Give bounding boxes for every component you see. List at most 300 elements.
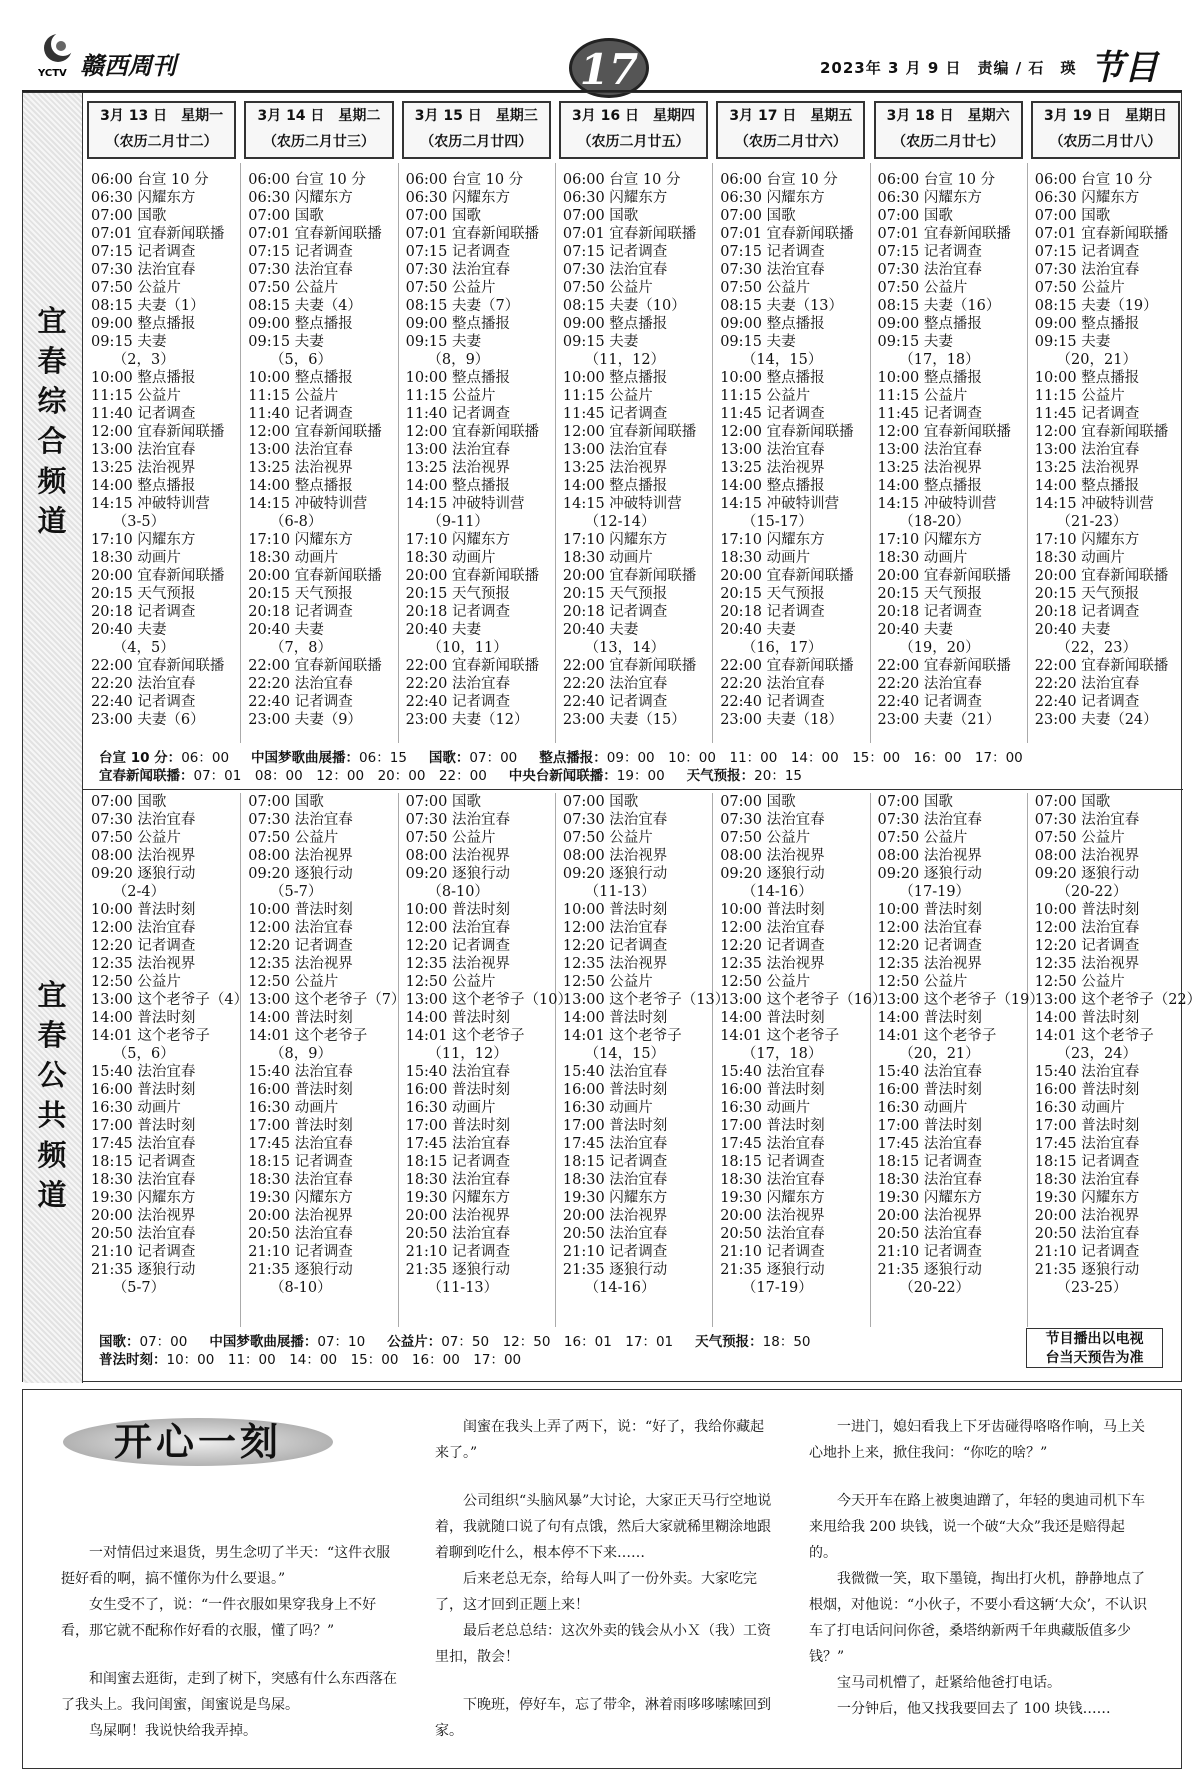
day-date: 3月 13 日 星期一	[100, 108, 224, 124]
program-entry: 19:30 闪耀东方	[1034, 1190, 1140, 1206]
note-label: 国歌：	[428, 750, 470, 766]
joke-paragraph: 女生受不了，说：“一件衣服如果穿我身上不好看，那它就不配称作好看的衣服，懂了吗？”	[61, 1597, 377, 1639]
note-times: 07：01 08：00 12：00 20：00 22：00	[193, 768, 487, 784]
program-entry: 14:01 这个老爷子	[720, 1028, 840, 1044]
program-entry: 09:20 逐狼行动	[720, 866, 825, 882]
program-entry: 12:20 记者调查	[720, 938, 825, 954]
program-entry: 18:30 法治宜春	[877, 1172, 982, 1188]
program-entry: 07:50 公益片	[405, 830, 496, 846]
program-entry: 07:30 法治宜春	[562, 262, 668, 278]
program-entry: 17:45 法治宜春	[877, 1136, 982, 1152]
program-entry: 14:00 整点播报	[877, 478, 982, 494]
program-entry: 19:30 闪耀东方	[877, 1190, 982, 1206]
program-entry: 07:30 法治宜春	[720, 262, 825, 278]
program-entry: 07:30 法治宜春	[91, 262, 196, 278]
program-entry: 11:45 记者调查	[562, 406, 668, 422]
program-entry: （11，12）	[405, 1046, 508, 1062]
program-entry: 18:15 记者调查	[562, 1154, 668, 1170]
column-divider	[712, 163, 713, 743]
program-entry: 12:00 宜春新闻联播	[720, 424, 854, 440]
program-entry: 10:00 普法时刻	[720, 902, 825, 918]
program-entry: 20:15 天气预报	[1034, 586, 1140, 602]
program-entry: 20:00 宜春新闻联播	[877, 568, 1011, 584]
program-entry: 07:00 国歌	[877, 794, 953, 810]
program-entry: 08:00 法治视界	[248, 848, 353, 864]
day-date: 3月 19 日 星期日	[1043, 108, 1167, 124]
program-entry: 09:15 夫妻	[720, 334, 796, 350]
program-entry: 20:00 法治视界	[720, 1208, 825, 1224]
program-entry: 15:40 法治宜春	[405, 1064, 510, 1080]
program-entry: 07:30 法治宜春	[877, 262, 982, 278]
program-entry: 18:30 动画片	[877, 550, 968, 566]
note-label: 宜春新闻联播：	[99, 768, 194, 784]
joke-column-1	[61, 1540, 401, 1744]
program-entry: 18:30 法治宜春	[1034, 1172, 1140, 1188]
program-entry: 07:50 公益片	[1034, 830, 1125, 846]
program-entry: 20:40 夫妻	[248, 622, 324, 638]
gonggong-notes	[85, 1333, 811, 1369]
program-entry: 10:00 整点播报	[248, 370, 353, 386]
program-entry: 16:30 动画片	[877, 1100, 968, 1116]
program-entry: 22:00 宜春新闻联播	[248, 658, 382, 674]
joke-paragraph: 和闺蜜去逛街，走到了树下，突感有什么东西落在了我头上。我问闺蜜，闺蜜说是鸟屎。	[61, 1671, 397, 1713]
note-label: 普法时刻：	[99, 1352, 167, 1368]
program-entry: 14:00 整点播报	[1034, 478, 1140, 494]
program-entry: 16:00 普法时刻	[1034, 1082, 1140, 1098]
program-entry: 23:00 夫妻（21）	[877, 712, 1001, 728]
program-entry: （5-7）	[248, 884, 323, 900]
program-entry: 07:00 国歌	[720, 794, 796, 810]
program-entry: 07:30 法治宜春	[720, 812, 825, 828]
program-entry: 17:00 普法时刻	[562, 1118, 668, 1134]
program-entry: 07:15 记者调查	[248, 244, 353, 260]
program-entry: 13:00 这个老爷子（13）	[562, 992, 730, 1008]
program-entry: 06:30 闪耀东方	[1034, 190, 1140, 206]
program-entry: 20:15 天气预报	[877, 586, 982, 602]
program-entry: 12:00 法治宜春	[405, 920, 510, 936]
logo-text: YCTV	[38, 68, 67, 78]
program-entry: （5，6）	[248, 352, 332, 368]
program-entry: 20:50 法治宜春	[91, 1226, 196, 1242]
program-entry: 20:00 宜春新闻联播	[248, 568, 382, 584]
program-entry: （2-4）	[91, 884, 166, 900]
column-divider	[398, 163, 399, 743]
program-entry: （2，3）	[91, 352, 175, 368]
program-entry: （5-7）	[91, 1280, 166, 1296]
program-entry: 08:15 夫妻（1）	[91, 298, 205, 314]
program-entry: 16:00 普法时刻	[720, 1082, 825, 1098]
program-entry: 21:10 记者调查	[91, 1244, 196, 1260]
program-entry: 20:15 天气预报	[405, 586, 510, 602]
program-entry: 07:00 国歌	[720, 208, 796, 224]
program-entry: 08:00 法治视界	[91, 848, 196, 864]
note-times: 18：50	[762, 1334, 811, 1350]
program-entry: 13:00 这个老爷子（10）	[405, 992, 572, 1008]
day-date: 3月 15 日 星期三	[414, 108, 538, 124]
program-entry: 14:15 冲破特训营	[877, 496, 997, 512]
program-entry: 23:00 夫妻（24）	[1034, 712, 1158, 728]
day-header	[559, 101, 708, 159]
program-entry: 07:50 公益片	[405, 280, 496, 296]
program-entry: 22:20 法治宜春	[877, 676, 982, 692]
program-entry: 12:20 记者调查	[248, 938, 353, 954]
program-entry: 07:00 国歌	[248, 794, 324, 810]
program-entry: 22:20 法治宜春	[720, 676, 825, 692]
day-lunar: （农历二月廿六）	[734, 134, 847, 150]
program-entry: 07:30 法治宜春	[1034, 262, 1140, 278]
program-entry: 20:15 天气预报	[562, 586, 668, 602]
program-entry: （17-19）	[877, 884, 971, 900]
program-entry: 17:00 普法时刻	[877, 1118, 982, 1134]
program-entry: 11:15 公益片	[1034, 388, 1125, 404]
program-entry: 07:00 国歌	[562, 208, 639, 224]
program-entry: 08:00 法治视界	[1034, 848, 1140, 864]
program-entry: 12:50 公益片	[1034, 974, 1125, 990]
program-entry: （4，5）	[91, 640, 175, 656]
program-entry: 17:10 闪耀东方	[91, 532, 196, 548]
program-entry: 08:00 法治视界	[405, 848, 510, 864]
program-entry: 07:30 法治宜春	[562, 812, 668, 828]
note-label: 国歌：	[99, 1334, 140, 1350]
program-entry: 22:00 宜春新闻联播	[405, 658, 539, 674]
program-entry: 10:00 整点播报	[405, 370, 510, 386]
program-entry: 14:01 这个老爷子	[248, 1028, 368, 1044]
program-entry: 23:00 夫妻（9）	[248, 712, 362, 728]
program-entry: 08:15 夫妻（13）	[720, 298, 844, 314]
program-entry: 07:00 国歌	[405, 208, 481, 224]
program-entry: 10:00 普法时刻	[91, 902, 196, 918]
program-entry: 16:00 普法时刻	[248, 1082, 353, 1098]
program-entry: 18:30 法治宜春	[562, 1172, 668, 1188]
program-entry: 20:40 夫妻	[91, 622, 167, 638]
program-entry: 21:10 记者调查	[562, 1244, 668, 1260]
note-label: 台宣 10 分：	[99, 750, 182, 766]
program-entry: 11:40 记者调查	[405, 406, 510, 422]
program-entry: 07:30 法治宜春	[877, 812, 982, 828]
program-entry: 06:00 台宣 10 分	[1034, 172, 1153, 188]
program-entry: 20:40 夫妻	[1034, 622, 1111, 638]
joke-paragraph: 最后老总总结：这次外卖的钱会从小Ｘ（我）工资里扣，散会！	[435, 1623, 771, 1665]
program-entry: （8，9）	[405, 352, 490, 368]
note-times: 07：00	[139, 1334, 188, 1350]
gonggong-schedule-column	[91, 793, 248, 1297]
gonggong-schedule-column	[1035, 793, 1201, 1297]
program-entry: 14:15 冲破特训营	[720, 496, 840, 512]
program-entry: 13:25 法治视界	[91, 460, 196, 476]
program-entry: 11:15 公益片	[877, 388, 968, 404]
program-entry: 11:40 记者调查	[248, 406, 353, 422]
program-entry: 22:20 法治宜春	[1034, 676, 1140, 692]
program-entry: 23:00 夫妻（18）	[720, 712, 844, 728]
program-entry: 20:40 夫妻	[562, 622, 639, 638]
program-entry: 06:00 台宣 10 分	[877, 172, 996, 188]
day-header	[1031, 101, 1180, 159]
program-entry: 15:40 法治宜春	[1034, 1064, 1140, 1080]
program-entry: 13:00 法治宜春	[91, 442, 196, 458]
program-entry: 08:15 夫妻（16）	[877, 298, 1001, 314]
program-entry: 08:15 夫妻（4）	[248, 298, 362, 314]
program-entry: 13:25 法治视界	[720, 460, 825, 476]
program-entry: 18:30 动画片	[562, 550, 653, 566]
program-entry: 23:00 夫妻（12）	[405, 712, 529, 728]
program-entry: 12:00 宜春新闻联播	[248, 424, 382, 440]
program-entry: 12:20 记者调查	[405, 938, 510, 954]
zonghe-schedule-column	[878, 171, 1011, 729]
note-label: 公益片：	[387, 1334, 442, 1350]
program-entry: 09:00 整点播报	[720, 316, 825, 332]
program-entry: 14:00 普法时刻	[91, 1010, 196, 1026]
joke-paragraph: 今天开车在路上被奥迪蹭了，年轻的奥迪司机下车来甩给我 200 块钱，说一个破“大众”我还是赔得起的。	[809, 1493, 1145, 1561]
program-entry: 09:00 整点播报	[248, 316, 353, 332]
program-entry: 22:40 记者调查	[720, 694, 825, 710]
program-entry: （10，11）	[405, 640, 508, 656]
program-entry: 20:50 法治宜春	[720, 1226, 825, 1242]
program-entry: 21:10 记者调查	[248, 1244, 353, 1260]
program-entry: （23-25）	[1034, 1280, 1128, 1296]
program-entry: 07:50 公益片	[248, 280, 339, 296]
day-lunar: （农历二月廿五）	[577, 134, 690, 150]
program-entry: 22:00 宜春新闻联播	[91, 658, 225, 674]
program-entry: 06:30 闪耀东方	[248, 190, 353, 206]
program-entry: 20:00 宜春新闻联播	[1034, 568, 1169, 584]
note-times: 10：00 11：00 14：00 15：00 16：00 17：00	[166, 1352, 522, 1368]
column-divider	[1027, 163, 1028, 743]
program-entry: 13:00 法治宜春	[877, 442, 982, 458]
program-entry: 20:15 天气预报	[248, 586, 353, 602]
column-divider	[555, 163, 556, 743]
program-entry: 13:25 法治视界	[877, 460, 982, 476]
program-entry: 13:00 这个老爷子（4）	[91, 992, 249, 1008]
program-entry: 09:20 逐狼行动	[248, 866, 353, 882]
day-date: 3月 14 日 星期二	[257, 108, 381, 124]
program-entry: 12:20 记者调查	[1034, 938, 1140, 954]
program-entry: 07:50 公益片	[248, 830, 339, 846]
program-entry: 20:00 法治视界	[248, 1208, 353, 1224]
day-lunar: （农历二月廿三）	[262, 134, 375, 150]
note-label: 天气预报：	[686, 768, 755, 784]
program-entry: 20:40 夫妻	[405, 622, 481, 638]
program-entry: 22:20 法治宜春	[248, 676, 353, 692]
program-entry: 09:00 整点播报	[877, 316, 982, 332]
program-entry: 20:50 法治宜春	[405, 1226, 510, 1242]
joke-paragraph: 公司组织“头脑风暴”大讨论，大家正天马行空地说着，我就随口说了句有点饿，然后大家就稀里糊涂地跟着聊到吃什么，根本停不下来……	[435, 1493, 772, 1561]
program-entry: 12:50 公益片	[248, 974, 339, 990]
program-entry: 13:25 法治视界	[1034, 460, 1140, 476]
program-entry: （23，24）	[1034, 1046, 1137, 1062]
program-entry: 10:00 普法时刻	[405, 902, 510, 918]
day-header	[716, 101, 865, 159]
joke-paragraph: 后来老总无奈，给每人叫了一份外卖。大家吃完了，这才回到正题上来！	[435, 1571, 757, 1613]
program-entry: 13:00 这个老爷子（16）	[720, 992, 887, 1008]
program-entry: 12:00 宜春新闻联播	[562, 424, 697, 440]
program-entry: 11:45 记者调查	[1034, 406, 1140, 422]
note-times: 06：15	[359, 750, 407, 766]
program-entry: 09:00 整点播报	[91, 316, 196, 332]
program-entry: 17:10 闪耀东方	[562, 532, 668, 548]
program-entry: 09:20 逐狼行动	[91, 866, 196, 882]
program-entry: 13:00 法治宜春	[405, 442, 510, 458]
program-entry: 20:00 宜春新闻联播	[720, 568, 854, 584]
note-label: 中央台新闻联播：	[508, 768, 617, 784]
program-entry: 12:50 公益片	[720, 974, 811, 990]
program-entry: （12-14）	[562, 514, 656, 530]
program-entry: 08:00 法治视界	[877, 848, 982, 864]
program-entry: 07:00 国歌	[1034, 208, 1111, 224]
program-entry: 16:30 动画片	[91, 1100, 181, 1116]
program-entry: 18:30 动画片	[720, 550, 811, 566]
program-entry: 20:15 天气预报	[91, 586, 196, 602]
column-divider	[240, 163, 241, 743]
zonghe-schedule-column	[1035, 171, 1168, 729]
program-entry: 07:50 公益片	[562, 280, 653, 296]
program-entry: 09:00 整点播报	[405, 316, 510, 332]
program-entry: 12:00 法治宜春	[720, 920, 825, 936]
program-entry: 16:00 普法时刻	[562, 1082, 668, 1098]
program-entry: 13:25 法治视界	[405, 460, 510, 476]
program-entry: （13，14）	[562, 640, 666, 656]
joke-paragraph: 闺蜜在我头上弄了两下，说：“好了，我给你藏起来了。”	[435, 1419, 765, 1461]
program-entry: 13:00 法治宜春	[562, 442, 668, 458]
channel-divider	[83, 789, 1183, 790]
paragraph-gap	[435, 1670, 775, 1692]
zonghe-schedule-column	[91, 171, 224, 729]
program-entry: 17:00 普法时刻	[248, 1118, 353, 1134]
program-entry: 09:15 夫妻	[91, 334, 167, 350]
program-entry: 21:10 记者调查	[405, 1244, 510, 1260]
note-times: 20：15	[754, 768, 803, 784]
program-entry: 22:40 记者调查	[91, 694, 196, 710]
program-entry: 14:00 整点播报	[720, 478, 825, 494]
program-entry: 17:00 普法时刻	[1034, 1118, 1140, 1134]
program-entry: 12:35 法治视界	[1034, 956, 1140, 972]
program-entry: 07:30 法治宜春	[405, 262, 510, 278]
program-entry: 15:40 法治宜春	[562, 1064, 668, 1080]
program-entry: 22:00 宜春新闻联播	[1034, 658, 1169, 674]
program-entry: 16:30 动画片	[720, 1100, 811, 1116]
program-entry: （8，9）	[248, 1046, 332, 1062]
program-entry: 12:35 法治视界	[877, 956, 982, 972]
program-entry: 17:45 法治宜春	[720, 1136, 825, 1152]
joke-paragraph: 一分钟后，他又找我要回去了 100 块钱……	[837, 1701, 1111, 1717]
program-entry: 07:30 法治宜春	[248, 262, 353, 278]
program-entry: 14:15 冲破特训营	[248, 496, 368, 512]
program-entry: 18:30 法治宜春	[405, 1172, 510, 1188]
program-entry: 19:30 闪耀东方	[248, 1190, 353, 1206]
program-entry: 07:01 宜春新闻联播	[405, 226, 539, 242]
program-entry: 06:00 台宣 10 分	[720, 172, 838, 188]
program-entry: （3-5）	[91, 514, 166, 530]
gonggong-schedule-column	[248, 793, 405, 1297]
program-entry: 20:18 记者调查	[91, 604, 196, 620]
paragraph-gap	[61, 1644, 401, 1666]
day-header	[87, 101, 236, 159]
program-entry: 07:50 公益片	[877, 280, 968, 296]
program-entry: 21:35 逐狼行动	[720, 1262, 825, 1278]
program-entry: 07:50 公益片	[877, 830, 968, 846]
program-entry: 22:20 法治宜春	[562, 676, 668, 692]
program-entry: 20:00 法治视界	[91, 1208, 196, 1224]
program-entry: 21:35 逐狼行动	[248, 1262, 353, 1278]
program-entry: （8-10）	[405, 884, 489, 900]
program-entry: （20，21）	[877, 1046, 980, 1062]
program-entry: 07:50 公益片	[720, 280, 811, 296]
program-entry: 07:00 国歌	[405, 794, 481, 810]
day-date: 3月 16 日 星期四	[572, 108, 696, 124]
program-entry: 07:15 记者调查	[91, 244, 196, 260]
zonghe-schedule-column	[248, 171, 381, 729]
program-entry: 18:30 法治宜春	[248, 1172, 353, 1188]
program-entry: 07:00 国歌	[877, 208, 953, 224]
program-entry: 07:01 宜春新闻联播	[1034, 226, 1169, 242]
program-entry: 15:40 法治宜春	[720, 1064, 825, 1080]
program-entry: 07:15 记者调查	[405, 244, 510, 260]
program-entry: （18-20）	[877, 514, 971, 530]
program-entry: 06:30 闪耀东方	[562, 190, 668, 206]
note-times: 07：00	[469, 750, 518, 766]
program-entry: 18:30 动画片	[1034, 550, 1125, 566]
program-entry: 22:40 记者调查	[562, 694, 668, 710]
program-entry: 13:25 法治视界	[248, 460, 353, 476]
program-entry: 18:15 记者调查	[1034, 1154, 1140, 1170]
joke-paragraph: 下晚班，停好车，忘了带伞，淋着雨哆哆嗦嗦回到家。	[435, 1697, 771, 1739]
program-entry: 21:35 逐狼行动	[91, 1262, 196, 1278]
program-entry: 06:30 闪耀东方	[91, 190, 196, 206]
program-entry: 14:15 冲破特训营	[91, 496, 210, 512]
program-entry: 20:00 法治视界	[1034, 1208, 1140, 1224]
gonggong-schedule-column	[720, 793, 886, 1297]
program-entry: 16:30 动画片	[405, 1100, 496, 1116]
program-entry: 06:00 台宣 10 分	[562, 172, 681, 188]
program-entry: 07:30 法治宜春	[1034, 812, 1140, 828]
joke-title: 开心一刻	[63, 1418, 333, 1466]
program-entry: 07:01 宜春新闻联播	[877, 226, 1011, 242]
program-entry: 22:20 法治宜春	[91, 676, 196, 692]
program-entry: 14:00 普法时刻	[405, 1010, 510, 1026]
program-entry: （17，18）	[877, 352, 980, 368]
program-entry: 16:00 普法时刻	[91, 1082, 196, 1098]
note-times: 07：50 12：50 16：01 17：01	[441, 1334, 674, 1350]
channel-name-gonggong: 宜春公共频道	[37, 978, 67, 1212]
joke-paragraph: 一进门，媳妇看我上下牙齿碰得咯咯作响，马上关心地扑上来，掀住我问：“你吃的啥？”	[809, 1419, 1145, 1461]
note-label: 天气预报：	[695, 1334, 763, 1350]
program-entry: （14，15）	[720, 352, 823, 368]
program-entry: 09:15 夫妻	[877, 334, 953, 350]
program-entry: （6-8）	[248, 514, 323, 530]
note-label: 中国梦歌曲展播：	[209, 1334, 318, 1350]
program-entry: 06:00 台宣 10 分	[405, 172, 524, 188]
program-entry: 20:40 夫妻	[720, 622, 796, 638]
program-entry: 09:00 整点播报	[562, 316, 668, 332]
disclaimer-line: 台当天预告为准	[1045, 1350, 1144, 1366]
program-entry: 22:40 记者调查	[877, 694, 982, 710]
program-entry: 20:18 记者调查	[720, 604, 825, 620]
program-entry: 09:15 夫妻	[248, 334, 324, 350]
program-entry: 09:20 逐狼行动	[562, 866, 668, 882]
channel-label-box	[23, 93, 83, 789]
program-entry: 14:00 整点播报	[405, 478, 510, 494]
program-entry: 17:45 法治宜春	[248, 1136, 353, 1152]
program-entry: 20:00 法治视界	[405, 1208, 510, 1224]
program-entry: 18:30 法治宜春	[91, 1172, 196, 1188]
program-entry: 07:50 公益片	[91, 280, 181, 296]
program-entry: 14:00 普法时刻	[562, 1010, 668, 1026]
zonghe-schedule-column	[406, 171, 539, 729]
program-entry: 07:01 宜春新闻联播	[91, 226, 225, 242]
program-entry: 09:20 逐狼行动	[1034, 866, 1140, 882]
program-entry: 15:40 法治宜春	[91, 1064, 196, 1080]
column-divider	[870, 163, 871, 743]
program-entry: 18:15 记者调查	[877, 1154, 982, 1170]
